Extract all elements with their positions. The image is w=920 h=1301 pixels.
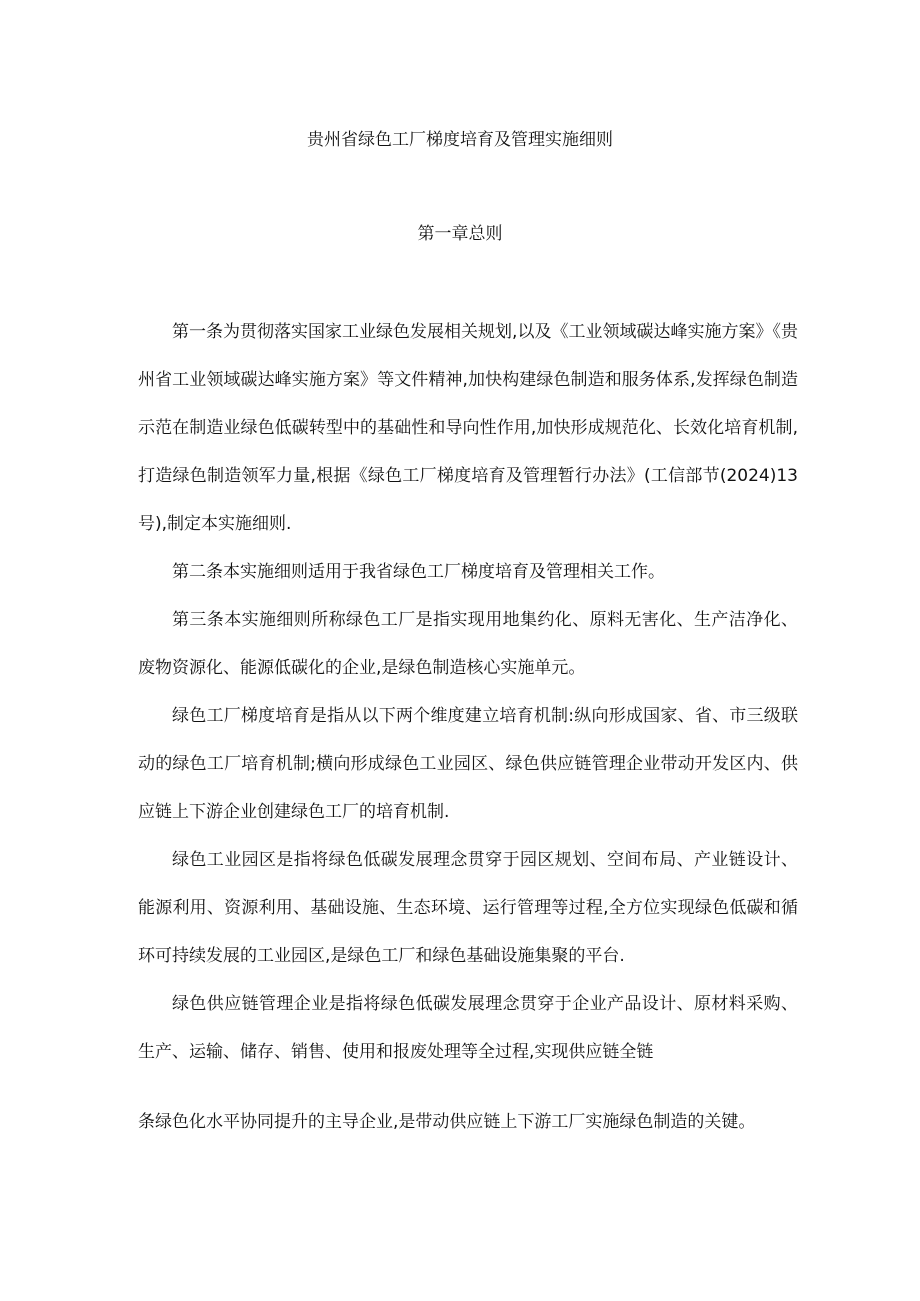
paragraph-article-3: 第三条本实施细则所称绿色工厂是指实现用地集约化、原料无害化、生产洁净化、废物资源化、能源低碳化的企业,是绿色制造核心实施单元。 — [138, 610, 798, 678]
paragraph-gradient-cultivation: 绿色工厂梯度培育是指从以下两个维度建立培育机制:纵向形成国家、省、市三级联动的绿色工厂培育机制;横向形成绿色工业园区、绿色供应链管理企业带动开发区内、供应链上下游企业创建绿色工厂的培育机制. — [138, 706, 798, 822]
chapter-heading: 第一章总则 — [417, 224, 503, 244]
paragraph-continuation: 条绿色化水平协同提升的主导企业,是带动供应链上下游工厂实施绿色制造的关键。 — [138, 1112, 756, 1132]
paragraph-article-2: 第二条本实施细则适用于我省绿色工厂梯度培育及管理相关工作。 — [172, 562, 665, 582]
paragraph-article-1: 第一条为贯彻落实国家工业绿色发展相关规划,以及《工业领域碳达峰实施方案》《贵州省工业领域碳达峰实施方案》等文件精神,加快构建绿色制造和服务体系,发挥绿色制造示范在制造业绿色低碳转型中的基础性和导向性作用,加快形成规范化、长效化培育机制,打造绿色制造领军力量,根据《绿色工厂梯度培育及管理暂行办法》(工信部节(2024)13号),制定本实施细则. — [138, 322, 798, 534]
document-title: 贵州省绿色工厂梯度培育及管理实施细则 — [307, 130, 613, 150]
paragraph-green-industrial-park: 绿色工业园区是指将绿色低碳发展理念贯穿于园区规划、空间布局、产业链设计、能源利用、资源利用、基础设施、生态环境、运行管理等过程,全方位实现绿色低碳和循环可持续发展的工业园区,是绿色工厂和绿色基础设施集聚的平台. — [138, 850, 798, 966]
paragraph-green-supply-chain: 绿色供应链管理企业是指将绿色低碳发展理念贯穿于企业产品设计、原材料采购、生产、运输、储存、销售、使用和报废处理等全过程,实现供应链全链 — [138, 994, 798, 1062]
